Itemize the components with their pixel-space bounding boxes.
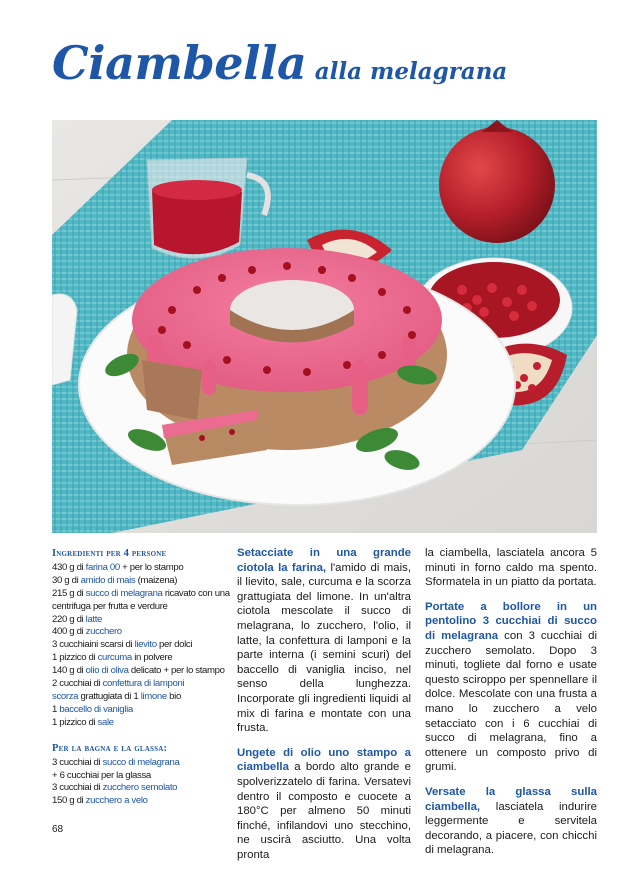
- ingredient-text: 150 g di: [52, 795, 86, 807]
- ingredient-name: lievito: [134, 639, 157, 651]
- ingredient-text: 2 cucchiai di: [52, 678, 103, 690]
- ingredient-line: [52, 665, 228, 678]
- ingredient-line: [52, 614, 228, 627]
- ingredient-name: scorza: [52, 690, 79, 702]
- step-text: a bordo alto grande e spolverizzatelo di farina. Versatevi dentro il composto e cuocete a 180°C per almeno 50 minuti finché, infilandovi uno stecchino, ne uscirà asciutto. Una volta pronta: [237, 761, 411, 861]
- ingredient-text: 3 cucchiai di: [52, 782, 103, 794]
- ingredient-line: [52, 575, 228, 588]
- ingredient-text: grattugiata di 1: [78, 690, 141, 702]
- method-paragraph: [237, 746, 411, 863]
- ingredient-name: limone: [140, 690, 167, 702]
- ingredient-line: [52, 795, 228, 808]
- ingredient-text: 1 pizzico di: [52, 716, 98, 728]
- cake-illustration: [52, 120, 597, 533]
- step-text: lasciatela indurire leggermente e servitela decorando, a piacere, con chicchi di melagrana.: [425, 800, 597, 857]
- ingredient-name: baccello di vaniglia: [59, 703, 133, 715]
- method-paragraph: [425, 546, 597, 590]
- ingredients-header: Ingredienti per 4 persone: [52, 548, 167, 559]
- title-sub: alla melagrana: [314, 58, 508, 85]
- method-paragraph: [425, 785, 597, 858]
- ingredient-line: [52, 770, 228, 783]
- step-text: con 3 cucchiai di zucchero semolato. Dopo 3 minuti, togliete dal forno e usate questo sciroppo per spennellare il dolce. Mescolate con una frusta a mano lo zucchero a velo setacciato con i 6 cucchiai di succo di melagrana, fino a ottenere un composto privo di grumi.: [425, 629, 597, 774]
- step-lead: Setacciate in una grande ciotola la farina,: [237, 547, 411, 574]
- ingredient-name: sale: [97, 716, 114, 728]
- method-paragraph: [425, 600, 597, 775]
- step-lead: Versate la glassa sulla ciambella,: [425, 785, 597, 813]
- ingredients-list: [52, 548, 228, 808]
- ingredient-text: 430 g di: [52, 561, 86, 573]
- ingredient-line: [52, 601, 228, 614]
- step-text: l'amido di mais, il lievito, sale, curcuma e la scorza grattugiata del limone. In un'altra ciotola mescolate il succo di melagrana, lo zucchero, l'olio, il latte, la confettura di lamponi e la parte interna (i semini scuri) del baccello di vaniglia inciso, nel senso della lunghezza. Incorporate gli ingredienti liquidi al mix di farina e montate con una frusta.: [237, 561, 411, 735]
- ingredient-line: [52, 678, 228, 691]
- ingredient-line: [52, 652, 228, 665]
- ingredient-line: [52, 562, 228, 575]
- step-lead: Ungete di olio uno stampo a ciambella: [237, 746, 411, 774]
- method-column-2: [425, 546, 597, 868]
- ingredient-text: per dolci: [156, 639, 193, 651]
- ingredient-text: in polvere: [131, 652, 173, 664]
- ingredient-text: + 6 cucchiai per la glassa: [52, 769, 151, 781]
- ingredient-name: latte: [85, 613, 103, 625]
- ingredient-line: [52, 639, 228, 652]
- ingredient-name: olio di oliva: [85, 665, 129, 677]
- recipe-photo: [52, 120, 597, 533]
- ingredient-text: 30 g di: [52, 574, 81, 586]
- ingredient-text: 3 cucchiaini scarsi di: [52, 639, 135, 651]
- ingredient-name: succo di melagrana: [102, 756, 180, 768]
- step-text: la ciambella, lasciatela ancora 5 minuti in forno caldo ma spento. Sformatela in un piatto da portata.: [425, 547, 597, 589]
- ingredient-name: curcuma: [97, 652, 132, 664]
- ingredient-name: amido di mais: [80, 574, 136, 586]
- ingredient-line: [52, 782, 228, 795]
- ingredients-items: [52, 562, 228, 730]
- page-title: [52, 36, 507, 90]
- ingredient-name: zucchero: [85, 626, 122, 638]
- ingredient-name: confettura di lamponi: [102, 678, 185, 690]
- glaze-header: Per la bagna e la glassa:: [52, 742, 168, 754]
- ingredient-name: farina 00: [85, 561, 120, 573]
- ingredient-line: [52, 588, 228, 601]
- ingredient-line: [52, 704, 228, 717]
- ingredient-line: [52, 626, 228, 639]
- ingredient-text: 1: [52, 703, 60, 715]
- ingredient-text: bio: [166, 690, 181, 702]
- ingredient-text: 220 g di: [52, 613, 86, 625]
- ingredient-text: centrifuga per frutta e verdure: [52, 600, 168, 612]
- page-number: 68: [52, 824, 64, 835]
- ingredient-text: ricavato con una: [162, 587, 230, 599]
- step-lead: Portate a bollore in un pentolino 3 cucchiai di succo di melagrana: [425, 600, 597, 642]
- ingredient-line: [52, 717, 228, 730]
- ingredient-text: + per lo stampo: [119, 561, 184, 573]
- ingredient-text: delicato + per lo stampo: [128, 665, 225, 677]
- ingredient-text: 3 cucchiai di: [52, 756, 103, 768]
- method-column-1: [237, 546, 411, 872]
- ingredient-name: zucchero semolato: [102, 782, 178, 794]
- ingredient-line: [52, 757, 228, 770]
- ingredient-line: [52, 691, 228, 704]
- ingredient-text: 140 g di: [52, 665, 86, 677]
- ingredient-text: 1 pizzico di: [52, 652, 98, 664]
- ingredient-text: (maizena): [135, 574, 178, 586]
- ingredient-text: 215 g di: [52, 587, 86, 599]
- method-paragraph: [237, 546, 411, 736]
- glaze-items: [52, 757, 228, 809]
- ingredient-text: 400 g di: [52, 626, 86, 638]
- title-main: Ciambella: [52, 36, 307, 90]
- ingredient-name: succo di melagrana: [85, 587, 163, 599]
- ingredient-name: zucchero a velo: [85, 795, 148, 807]
